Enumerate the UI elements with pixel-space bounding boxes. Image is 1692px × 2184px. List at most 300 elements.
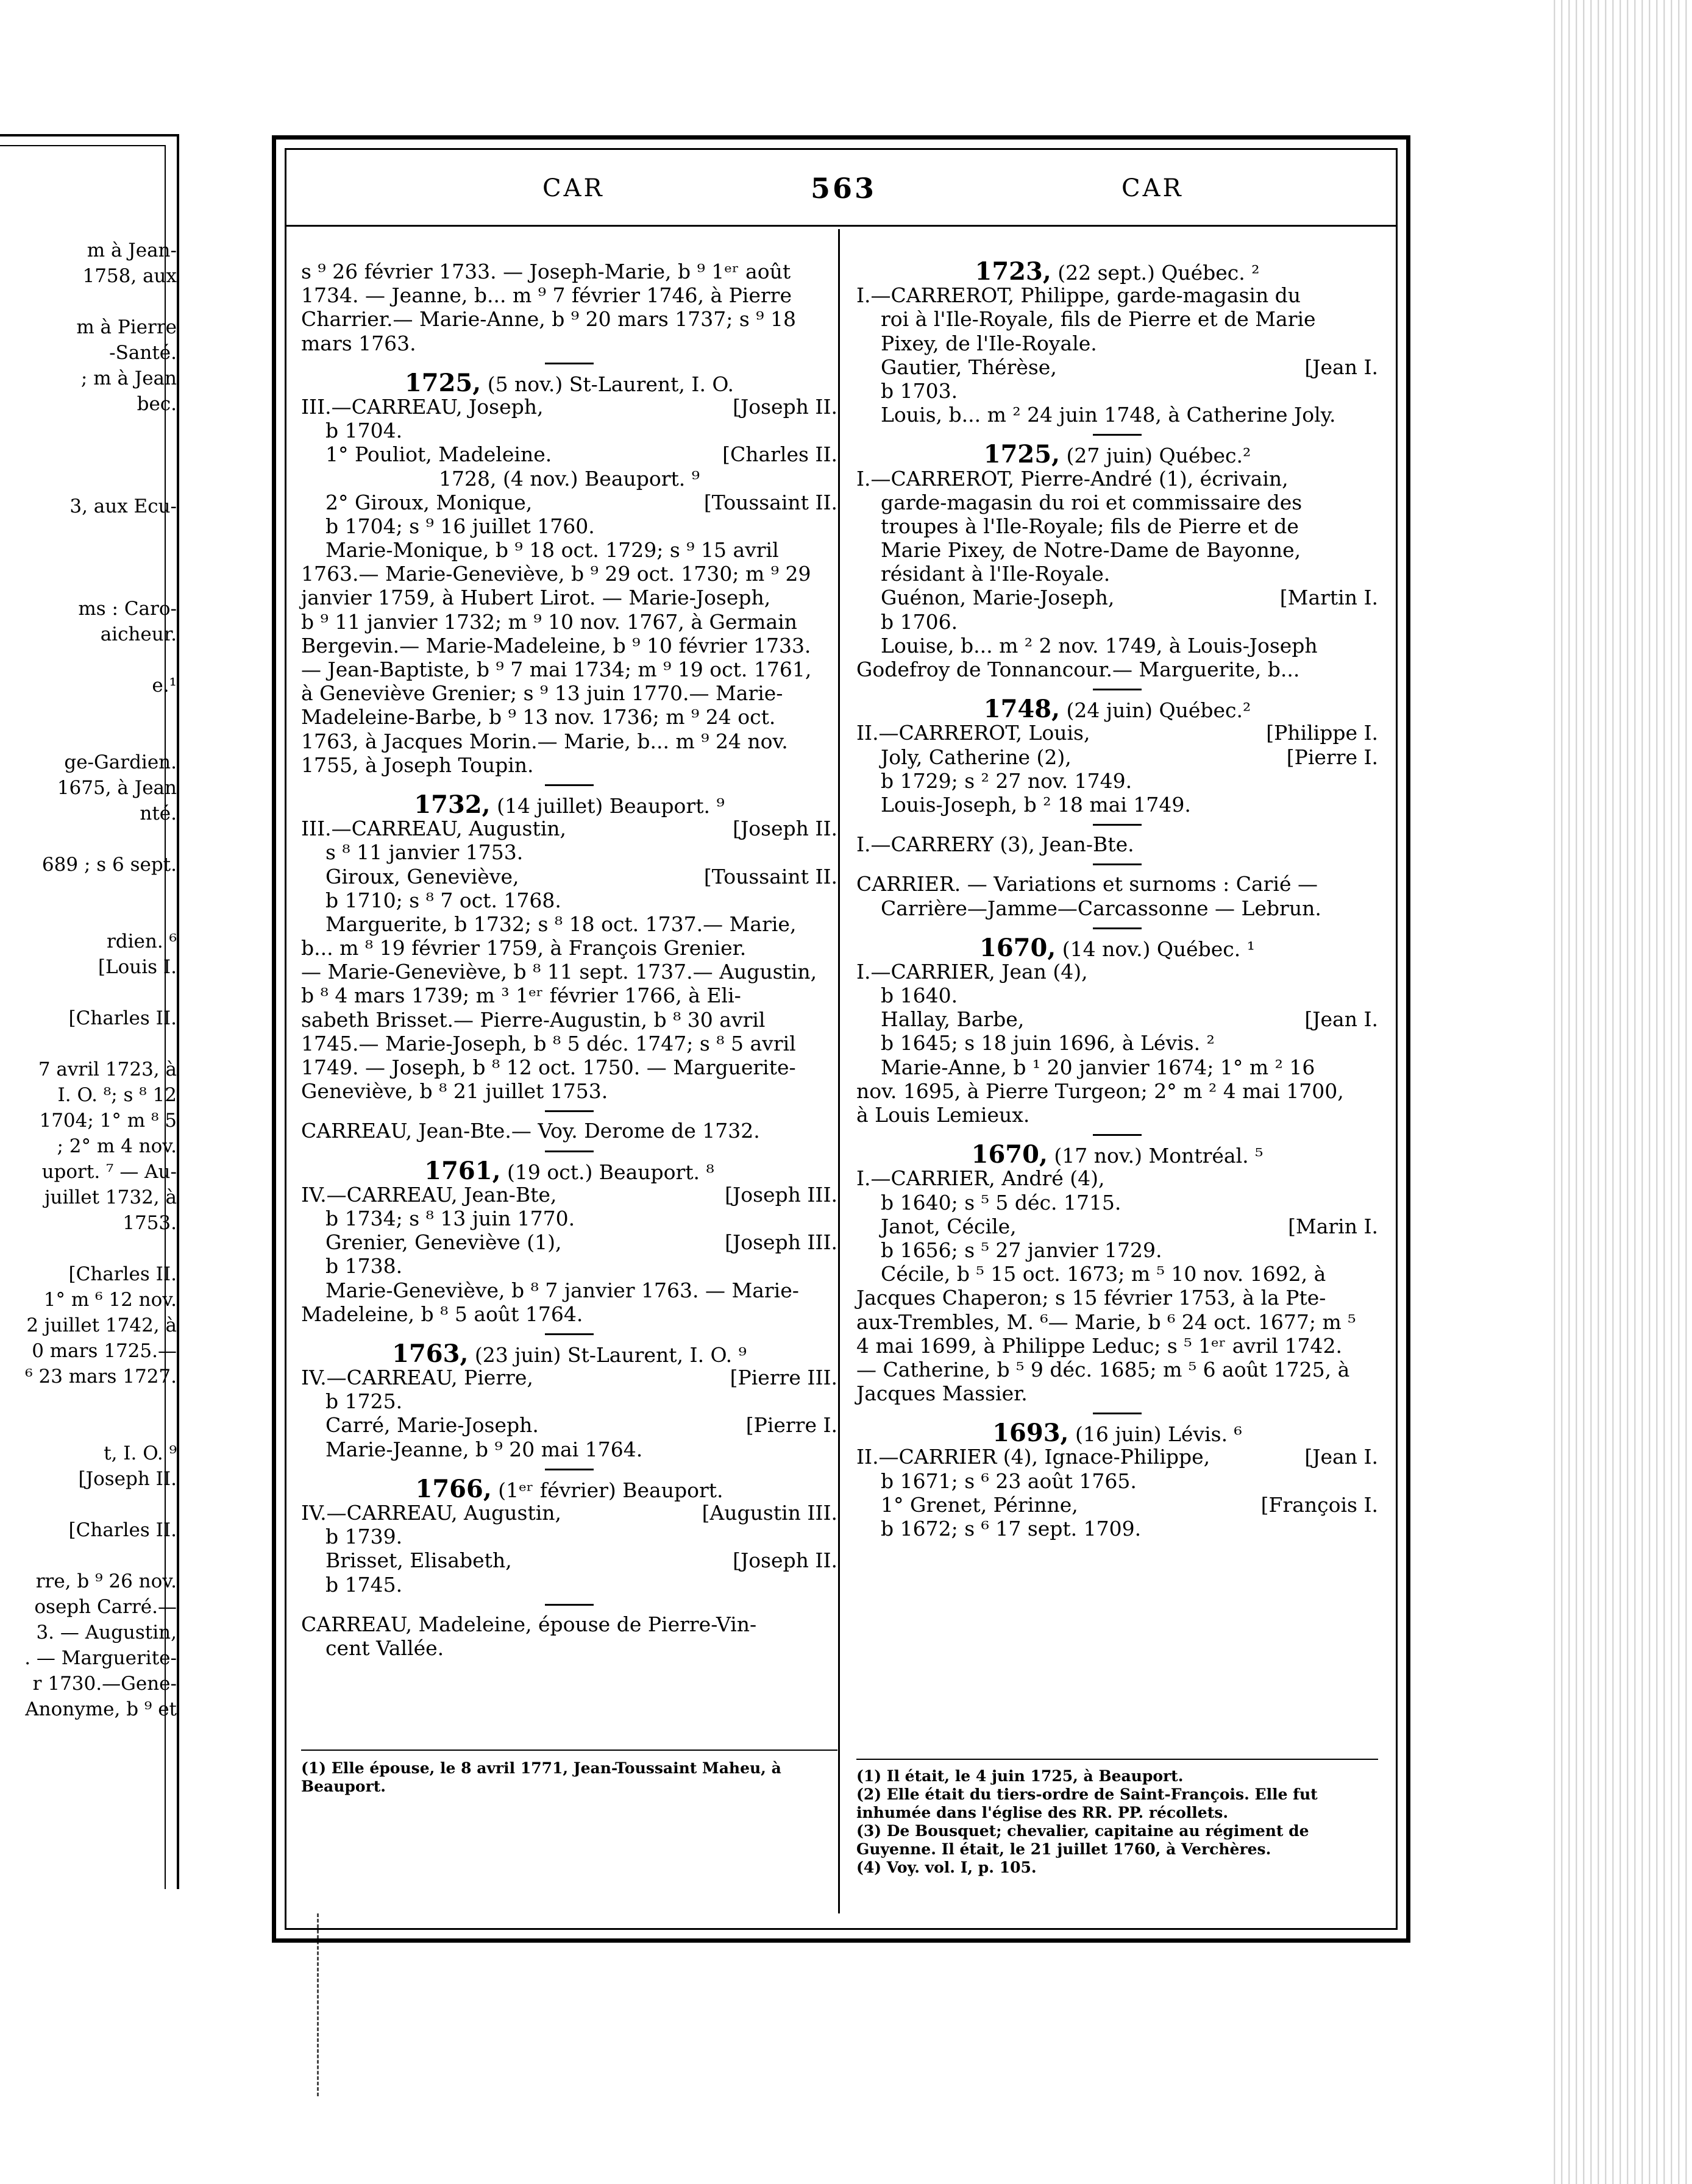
marriage-year: 1761, [424, 1156, 501, 1185]
entry-text: III.—CARREAU, Joseph, [301, 394, 544, 419]
book-page-edges [1548, 0, 1692, 2184]
entry-text: b 1703. [881, 378, 958, 403]
previous-page-line: 1° m ⁶ 12 nov. [43, 1289, 177, 1311]
marriage-year: 1670, [971, 1140, 1048, 1169]
footnote-line: (1) Elle épouse, le 8 avril 1771, Jean-Toussaint Maheu, à [301, 1759, 781, 1777]
entry-text: (1ᵉʳ février) Beauport. [491, 1478, 723, 1502]
marriage-heading [856, 1140, 1378, 1169]
entry-text: sabeth Brisset.— Pierre-Augustin, b ⁸ 30 avril [301, 1007, 766, 1032]
entry-line [301, 634, 837, 658]
previous-page-line: . — Marguerite- [24, 1647, 177, 1669]
entry-text: b 1645; s 18 juin 1696, à Lévis. ² [881, 1031, 1215, 1055]
entry-text: II.—CARRIER (4), Ignace-Philippe, [856, 1445, 1210, 1469]
entry-text: b 1704. [325, 419, 403, 443]
previous-page-line: [Louis I. [98, 956, 177, 978]
entry-text: Cécile, b ⁵ 15 oct. 1673; m ⁵ 10 nov. 1692, à [881, 1262, 1326, 1286]
previous-page-line: ge-Gardien. [64, 751, 177, 773]
running-head-right: CAR [1121, 174, 1184, 202]
entry-text: Pixey, de l'Ile-Royale. [881, 331, 1097, 355]
entry-text: Grenier, Geneviève (1), [325, 1230, 562, 1255]
marriage-heading [301, 1339, 837, 1368]
previous-page-line: r 1730.—Gene- [32, 1673, 177, 1695]
entry-line [301, 307, 837, 331]
entry-text: b ⁸ 4 mars 1739; m ³ 1ᵉʳ février 1766, à Eli- [301, 984, 741, 1008]
entry-line [301, 1302, 837, 1326]
marriage-heading [301, 368, 837, 397]
running-head [286, 174, 1396, 205]
entry-text: I.—CARRERY (3), Jean-Bte. [856, 832, 1134, 857]
previous-page-line [0, 1031, 177, 1057]
entry-line [856, 1310, 1378, 1334]
entry-text: Brisset, Elisabeth, [325, 1548, 512, 1573]
entry-line [856, 586, 1378, 609]
previous-page-line [0, 1543, 177, 1569]
entry-text: CARREAU, Madeleine, épouse de Pierre-Vin- [301, 1612, 757, 1636]
entry-line [301, 888, 837, 912]
footnote-line: Guyenne. Il était, le 21 juillet 1760, à Verchères. [856, 1840, 1271, 1858]
entry-text: b 1640; s ⁵ 5 déc. 1715. [881, 1190, 1121, 1214]
entry-text: I.—CARREROT, Pierre-André (1), écrivain, [856, 466, 1289, 491]
parent-reference: [Joseph III. [725, 1182, 837, 1207]
marriage-heading [856, 440, 1378, 469]
section-rule [301, 1597, 837, 1612]
parent-reference: [Charles II. [722, 442, 837, 467]
entry-line [856, 658, 1378, 681]
entry-line [301, 729, 837, 753]
page-number: 563 [811, 172, 877, 205]
entry-line [856, 610, 1378, 634]
previous-page-line: rre, b ⁹ 26 nov. [35, 1570, 177, 1592]
previous-page-line: [Joseph II. [78, 1468, 177, 1490]
entry-text: nov. 1695, à Pierre Turgeon; 2° m ² 4 mai 1700, [856, 1079, 1344, 1103]
previous-page-line [0, 519, 177, 545]
entry-line [301, 1573, 837, 1597]
entry-line [856, 1517, 1378, 1540]
entry-line [301, 610, 837, 634]
entry-text: 1° Grenet, Périnne, [881, 1492, 1078, 1517]
entry-line [856, 467, 1378, 491]
section-rule [301, 1103, 837, 1119]
previous-page-line [0, 570, 177, 596]
marriage-year: 1763, [392, 1339, 469, 1368]
entry-line [856, 514, 1378, 538]
section-rule [856, 920, 1378, 936]
marriage-year: 1732, [414, 790, 491, 819]
entry-line [856, 1262, 1378, 1286]
entry-line [301, 1548, 837, 1572]
section-rule [856, 1405, 1378, 1421]
previous-page-line [0, 1492, 177, 1517]
entry-text: janvier 1759, à Hubert Lirot. — Marie-Joseph, [301, 586, 771, 610]
footnote-line: (2) Elle était du tiers-ordre de Saint-François. Elle fut [856, 1785, 1318, 1803]
entry-text: Jacques Chaperon; s 15 février 1753, à la Pte- [856, 1286, 1326, 1310]
parent-reference: [François I. [1260, 1492, 1378, 1517]
entry-line [856, 896, 1378, 920]
previous-page-line [0, 878, 177, 903]
entry-line [301, 283, 837, 307]
entry-line [856, 403, 1378, 427]
footnote-line: inhumée dans l'église des RR. PP. récollets. [856, 1804, 1229, 1821]
entry-line [301, 753, 837, 777]
entry-line [301, 960, 837, 984]
section-rule [301, 1326, 837, 1342]
section-rule [856, 856, 1378, 872]
entry-text: — Catherine, b ⁵ 9 déc. 1685; m ⁵ 6 août 1725, à [856, 1357, 1350, 1381]
entry-line [856, 1055, 1378, 1079]
entry-text: Madeleine-Barbe, b ⁹ 13 nov. 1736; m ⁹ 24 oct. [301, 705, 776, 729]
previous-page-line: 2 juillet 1742, à [26, 1314, 177, 1336]
previous-page-line: nté. [140, 803, 177, 824]
entry-line [301, 419, 837, 442]
entry-line [856, 562, 1378, 586]
entry-line [856, 1358, 1378, 1381]
entry-text: b 1706. [881, 609, 958, 634]
entry-text: b 1671; s ⁶ 23 août 1765. [881, 1469, 1137, 1493]
marriage-heading [301, 790, 837, 819]
entry-text: Gautier, Thérèse, [881, 355, 1057, 379]
entry-text: s ⁸ 11 janvier 1753. [325, 840, 524, 865]
entry-line [301, 562, 837, 586]
entry-line [856, 1214, 1378, 1238]
entry-text: I.—CARRIER, André (4), [856, 1166, 1105, 1191]
marriage-year: 1693, [992, 1419, 1069, 1448]
previous-page-line: 3, aux Ecu- [69, 495, 177, 517]
marriage-heading [301, 1474, 837, 1503]
previous-page-line: bec. [137, 393, 177, 415]
entry-text: 1745.— Marie-Joseph, b ⁸ 5 déc. 1747; s ⁸ 5 avril [301, 1031, 796, 1055]
parent-reference: [Philippe I. [1266, 721, 1378, 745]
previous-page-line [0, 698, 177, 724]
entry-text: (17 nov.) Montréal. ⁵ [1047, 1144, 1264, 1168]
marriage-heading [856, 933, 1378, 962]
entry-text: Carré, Marie-Joseph. [325, 1413, 539, 1438]
marriage-year: 1725, [404, 368, 482, 397]
entry-text: s ⁹ 26 février 1733. — Joseph-Marie, b ⁹ 1ᵉʳ août [301, 260, 791, 283]
entry-text: (27 juin) Québec.² [1060, 444, 1251, 468]
entry-line [856, 332, 1378, 355]
entry-text: Godefroy de Tonnancour.— Marguerite, b... [856, 658, 1300, 681]
entry-line [301, 1525, 837, 1548]
entry-line [856, 491, 1378, 514]
entry-text: Marie-Anne, b ¹ 20 janvier 1674; 1° m ² 16 [881, 1055, 1315, 1079]
entry-text: à Geneviève Grenier; s ⁹ 13 juin 1770.— Marie- [301, 681, 783, 706]
entry-text: 1734. — Jeanne, b... m ⁹ 7 février 1746, à Pierre [301, 283, 792, 308]
entry-line [301, 1413, 837, 1437]
entry-text: Louis, b... m ² 24 juin 1748, à Catherine Joly. [881, 403, 1336, 427]
entry-line [856, 379, 1378, 403]
entry-text: Marguerite, b 1732; s ⁸ 18 oct. 1737.— Marie, [325, 912, 797, 936]
marriage-year: 1748, [983, 695, 1061, 724]
previous-page-line: [Charles II. [68, 1263, 177, 1285]
marriage-heading [301, 1156, 837, 1185]
entry-line [301, 817, 837, 840]
entry-text: b 1710; s ⁸ 7 oct. 1768. [325, 888, 561, 912]
entry-text: IV.—CARREAU, Jean-Bte, [301, 1182, 557, 1207]
entry-text: cent Vallée. [325, 1636, 444, 1660]
entry-text: b 1729; s ² 27 nov. 1749. [881, 768, 1132, 793]
parent-reference: [Augustin III. [702, 1501, 837, 1525]
entry-text: Louise, b... m ² 2 nov. 1749, à Louis-Joseph [881, 633, 1318, 658]
previous-page-line [0, 724, 177, 750]
entry-line [856, 1493, 1378, 1517]
page-inner-frame [285, 148, 1398, 1930]
entry-text: Marie-Monique, b ⁹ 18 oct. 1729; s ⁹ 15 avril [325, 538, 779, 562]
entry-text: Giroux, Geneviève, [325, 864, 519, 888]
previous-page-line: uport. ⁷ — Au- [41, 1161, 177, 1183]
previous-page-line: m à Jean- [87, 239, 177, 261]
entry-text: 1728, (4 nov.) Beauport. ⁹ [439, 466, 700, 491]
entry-text: — Marie-Geneviève, b ⁸ 11 sept. 1737.— Augustin, [301, 960, 817, 984]
previous-page-line: 1758, aux [82, 265, 177, 287]
entry-line [856, 1334, 1378, 1358]
parent-reference: [Joseph II. [733, 1548, 837, 1573]
entry-text: à Louis Lemieux. [856, 1103, 1030, 1127]
entry-text: Carrière—Jamme—Carcassonne — Lebrun. [881, 896, 1321, 920]
previous-page-line: Anonyme, b ⁹ et [25, 1698, 177, 1720]
marriage-heading [856, 257, 1378, 286]
parent-reference: [Pierre I. [1286, 745, 1378, 769]
entry-line [301, 912, 837, 936]
parent-reference: [Joseph II. [733, 817, 837, 841]
entry-text: Marie Pixey, de Notre-Dame de Bayonne, [881, 538, 1301, 562]
previous-page-text [0, 238, 177, 1722]
section-rule [856, 1127, 1378, 1143]
previous-page-line: ; 2° m 4 nov. [57, 1135, 177, 1157]
entry-line [301, 658, 837, 681]
entry-line [301, 1008, 837, 1032]
previous-page-line [0, 545, 177, 570]
footnote-line: (3) De Bousquet; chevalier, capitaine au régiment de [856, 1822, 1309, 1840]
previous-page-line: 689 ; s 6 sept. [41, 854, 177, 876]
entry-text: IV.—CARREAU, Augustin, [301, 1501, 562, 1525]
entry-line [301, 705, 837, 729]
entry-line [856, 872, 1378, 896]
entry-line [301, 1183, 837, 1207]
previous-page-line: aicheur. [100, 623, 177, 645]
section-rule [301, 1461, 837, 1477]
entry-text: 4 mai 1699, à Philippe Leduc; s ⁵ 1ᵉʳ avril 1742. [856, 1333, 1342, 1358]
entry-line [301, 491, 837, 514]
entry-line [301, 1612, 837, 1636]
entry-text: résidant à l'Ile-Royale. [881, 562, 1111, 586]
entry-line [856, 283, 1378, 307]
column-divider [838, 229, 840, 1913]
entry-line [856, 745, 1378, 769]
left-column [301, 260, 837, 1660]
previous-page-line: m à Pierre [76, 316, 177, 338]
entry-text: (16 juin) Lévis. ⁶ [1068, 1422, 1242, 1447]
entry-text: mars 1763. [301, 331, 416, 355]
entry-text: I.—CARREROT, Philippe, garde-magasin du [856, 283, 1301, 308]
parent-reference: [Jean I. [1304, 355, 1378, 379]
entry-line [301, 1389, 837, 1413]
previous-page-line [0, 903, 177, 929]
entry-text: Bergevin.— Marie-Madeleine, b ⁹ 10 février 1733. [301, 633, 811, 658]
entry-line [301, 1207, 837, 1230]
section-rule [301, 777, 837, 793]
entry-text: troupes à l'Ile-Royale; fils de Pierre et de [881, 514, 1299, 538]
entry-text: (14 nov.) Québec. ¹ [1056, 937, 1255, 961]
entry-line [301, 1438, 837, 1461]
entry-line [301, 442, 837, 466]
entry-line [856, 634, 1378, 658]
marriage-year: 1766, [415, 1474, 492, 1503]
entry-text: b 1704; s ⁹ 16 juillet 1760. [325, 514, 595, 538]
entry-text: b... m ⁸ 19 février 1759, à François Grenier. [301, 936, 747, 960]
entry-text: Geneviève, b ⁸ 21 juillet 1753. [301, 1079, 608, 1104]
parent-reference: [Jean I. [1304, 1007, 1378, 1032]
entry-text: Marie-Geneviève, b ⁸ 7 janvier 1763. — Marie- [325, 1278, 799, 1302]
entry-text: Louis-Joseph, b ² 18 mai 1749. [881, 792, 1191, 817]
previous-page-line [0, 289, 177, 314]
entry-line [856, 1031, 1378, 1055]
entry-text: roi à l'Ile-Royale, fils de Pierre et de Marie [881, 307, 1316, 332]
previous-page-line [0, 468, 177, 494]
parent-reference: [Jean I. [1304, 1445, 1378, 1469]
previous-page-line: oseph Carré.— [34, 1596, 177, 1618]
previous-page-line: 7 avril 1723, à [38, 1058, 177, 1080]
entry-line [856, 1469, 1378, 1493]
entry-line [856, 769, 1378, 793]
entry-text: garde-magasin du roi et commissaire des [881, 490, 1303, 514]
previous-page-line [0, 442, 177, 468]
previous-page-line: rdien. ⁶ [106, 931, 177, 952]
entry-line [301, 1032, 837, 1055]
previous-page-line: 1704; 1° m ⁸ 5 [39, 1110, 177, 1132]
previous-page-line [0, 980, 177, 1005]
entry-text: CARREAU, Jean-Bte.— Voy. Derome de 1732. [301, 1119, 760, 1143]
previous-page-line [0, 1236, 177, 1261]
entry-line [856, 960, 1378, 984]
footnote-line: (4) Voy. vol. I, p. 105. [856, 1859, 1037, 1876]
entry-text: b 1739. [325, 1525, 403, 1549]
previous-page-fragment [0, 37, 201, 1889]
previous-page-line: ; m à Jean [80, 367, 177, 389]
marriage-year: 1725, [983, 440, 1061, 469]
entry-line [301, 1501, 837, 1525]
section-rule [856, 817, 1378, 832]
section-rule [856, 681, 1378, 697]
entry-text: I.—CARRIER, Jean (4), [856, 959, 1088, 984]
entry-text: III.—CARREAU, Augustin, [301, 817, 567, 841]
previous-page-line [0, 1415, 177, 1441]
entry-line [301, 1636, 837, 1660]
section-rule [856, 427, 1378, 442]
entry-line [856, 1381, 1378, 1405]
entry-text: 1° Pouliot, Madeleine. [325, 442, 552, 467]
entry-line [301, 538, 837, 562]
entry-line [856, 1007, 1378, 1031]
right-footnotes [856, 1759, 1378, 1877]
page-frame [272, 135, 1410, 1943]
running-head-left: CAR [542, 174, 605, 202]
parent-reference: [Joseph II. [733, 394, 837, 419]
entry-line [856, 832, 1378, 856]
entry-text: Joly, Catherine (2), [881, 745, 1072, 769]
entry-line [856, 1286, 1378, 1310]
entry-text: Hallay, Barbe, [881, 1007, 1025, 1032]
parent-reference: [Joseph III. [725, 1230, 837, 1255]
entry-text: (14 juillet) Beauport. ⁹ [490, 793, 725, 818]
entry-line [301, 865, 837, 888]
previous-page-line: I. O. ⁸; s ⁸ 12 [57, 1084, 177, 1106]
right-column [856, 257, 1378, 1540]
entry-line [301, 586, 837, 609]
entry-text: 1763.— Marie-Geneviève, b ⁹ 29 oct. 1730; m ⁹ 29 [301, 562, 811, 586]
entry-line [856, 721, 1378, 745]
entry-line [856, 1079, 1378, 1103]
entry-line [301, 514, 837, 538]
entry-line [856, 538, 1378, 562]
entry-line [301, 260, 837, 283]
entry-text: (19 oct.) Beauport. ⁸ [500, 1160, 714, 1184]
entry-text: b 1656; s ⁵ 27 janvier 1729. [881, 1238, 1162, 1262]
entry-text: (24 juin) Québec.² [1060, 698, 1251, 723]
entry-text: aux-Trembles, M. ⁶— Marie, b ⁶ 24 oct. 1677; m ⁵ [856, 1310, 1356, 1334]
previous-page-line: ⁶ 23 mars 1727. [25, 1366, 177, 1388]
entry-text: II.—CARREROT, Louis, [856, 721, 1090, 745]
entry-line [301, 840, 837, 864]
header-rule [286, 225, 1396, 227]
entry-text: b 1672; s ⁶ 17 sept. 1709. [881, 1517, 1142, 1540]
entry-line [856, 793, 1378, 817]
entry-line [856, 307, 1378, 331]
previous-page-line: 0 mars 1725.— [32, 1340, 177, 1362]
left-footnotes [301, 1750, 837, 1796]
entry-line [856, 1166, 1378, 1190]
entry-line [301, 681, 837, 705]
entry-text: b 1745. [325, 1572, 403, 1597]
entry-line [301, 1079, 837, 1103]
entry-text: Madeleine, b ⁸ 5 août 1764. [301, 1302, 583, 1326]
entry-line [301, 1366, 837, 1389]
entry-line [301, 467, 837, 491]
entry-line [301, 332, 837, 355]
parent-reference: [Toussaint II. [703, 864, 837, 888]
entry-text: 1749. — Joseph, b ⁸ 12 oct. 1750. — Marguerite- [301, 1055, 796, 1079]
parent-reference: [Pierre I. [745, 1413, 837, 1438]
entry-text: b 1640. [881, 984, 958, 1008]
parent-reference: [Pierre III. [730, 1366, 837, 1390]
previous-page-line [0, 647, 177, 673]
previous-page-line [0, 826, 177, 852]
entry-line [301, 1119, 837, 1143]
marriage-heading [856, 1419, 1378, 1448]
entry-text: b 1738. [325, 1254, 403, 1278]
entry-line [301, 984, 837, 1007]
entry-text: 1763, à Jacques Morin.— Marie, b... m ⁹ 24 nov. [301, 729, 788, 753]
previous-page-line: [Charles II. [68, 1007, 177, 1029]
entry-text: 1755, à Joseph Toupin. [301, 753, 534, 777]
footnote-line: (1) Il était, le 4 juin 1725, à Beauport. [856, 1767, 1184, 1785]
entry-line [856, 1445, 1378, 1469]
marriage-year: 1723, [975, 257, 1051, 286]
entry-line [301, 1254, 837, 1278]
entry-text: — Jean-Baptiste, b ⁹ 7 mai 1734; m ⁹ 19 oct. 1761, [301, 658, 812, 681]
entry-line [856, 1103, 1378, 1127]
entry-text: CARRIER. — Variations et surnoms : Carié — [856, 872, 1318, 896]
entry-line [301, 1055, 837, 1079]
previous-page-line: -Santé. [109, 342, 177, 364]
previous-page-line: 1753. [123, 1212, 177, 1234]
marriage-heading [856, 695, 1378, 724]
previous-page-line: e.¹ [152, 675, 177, 697]
previous-page-line [0, 1389, 177, 1415]
parent-reference: [Martin I. [1279, 586, 1378, 610]
parent-reference: [Toussaint II. [703, 490, 837, 514]
entry-text: Jacques Massier. [856, 1381, 1028, 1406]
footnote-line: Beauport. [301, 1778, 386, 1795]
